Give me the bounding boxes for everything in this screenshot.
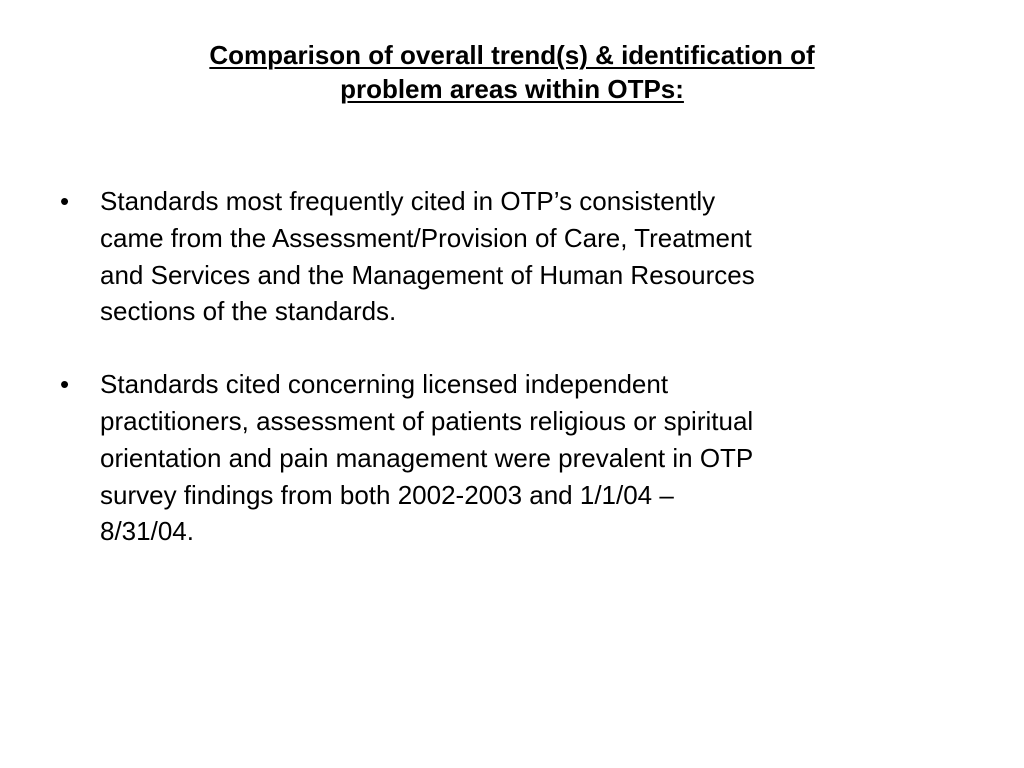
bullet-1-line-1: Standards most frequently cited in OTP’s consistently xyxy=(100,186,716,216)
bullet-2-line-1: Standards cited concerning licensed independent xyxy=(100,369,669,400)
bullet-2-line-4: survey findings from both 2002-2003 and 1/1/04 – xyxy=(100,479,674,510)
slide-title-line-2: problem areas within OTPs: xyxy=(340,74,684,104)
bullet-1-line-4: sections of the standards. xyxy=(100,296,397,327)
bullet-item-standards-cited-concerning xyxy=(60,366,990,550)
bullet-list xyxy=(60,183,990,586)
slide-title-line-1: Comparison of overall trend(s) & identification of xyxy=(209,40,815,70)
bullet-2-line-2: practitioners, assessment of patients religious or spiritual xyxy=(100,405,754,436)
bullet-1-line-3: and Services and the Management of Human Resources xyxy=(100,259,755,290)
bullet-dot-icon: • xyxy=(60,186,70,216)
bullet-2-line-3: orientation and pain management were prevalent in OTP xyxy=(100,442,754,473)
bullet-item-standards-most-cited xyxy=(60,183,990,330)
bullet-2-line-5: 8/31/04. xyxy=(100,516,194,547)
bullet-dot-icon: • xyxy=(60,369,70,400)
slide-title xyxy=(60,38,964,106)
bullet-1-line-2: came from the Assessment/Provision of Care, Treatment xyxy=(100,222,752,253)
